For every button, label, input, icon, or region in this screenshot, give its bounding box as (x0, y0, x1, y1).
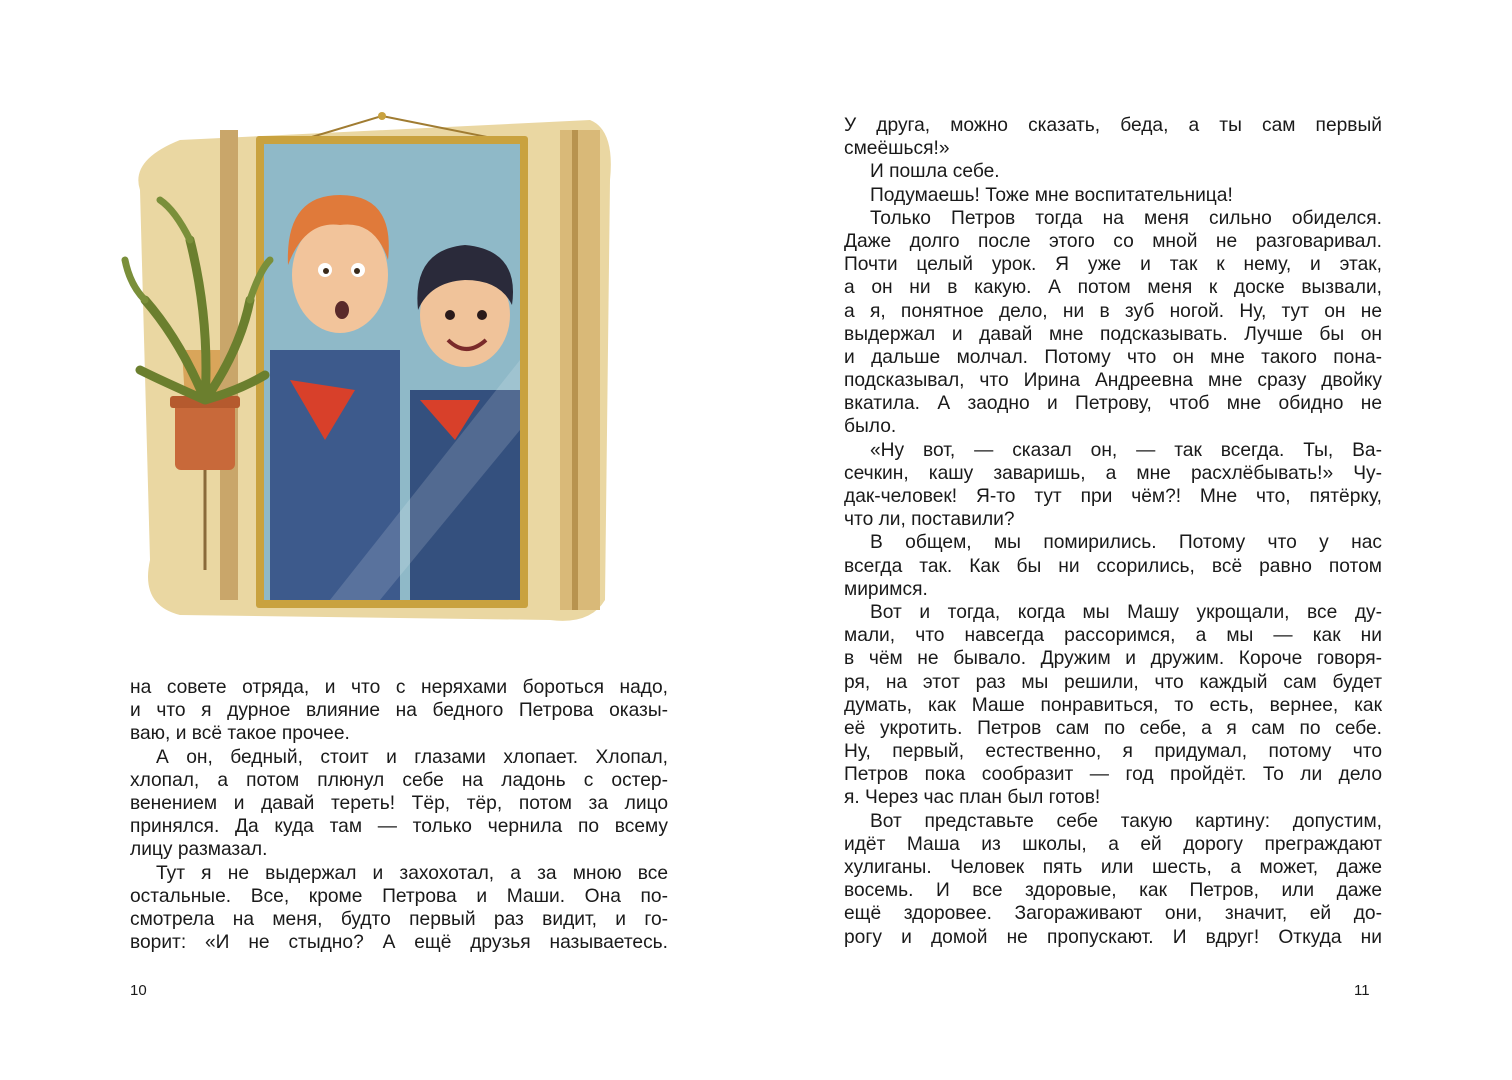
text-line: смотрела на меня, будто первый раз видит, и го- (130, 908, 668, 930)
text-line: И пошла себе. (870, 161, 1000, 183)
text-line: сечкин, кашу заваришь, а мне расхлёбывать!» Чу- (844, 462, 1382, 484)
text-line: ваю, и всё такое прочее. (130, 723, 350, 745)
right-page (756, 0, 1512, 1080)
text-line: вкатила. А заодно и Петрову, чтоб мне обидно не (844, 393, 1382, 415)
text-line: венением и давай тереть! Тёр, тёр, потом за лицо (130, 792, 668, 814)
text-line: было. (844, 416, 897, 438)
text-line: хлопал, а потом плюнул себе на ладонь с остер- (130, 769, 668, 791)
text-line: Почти целый урок. Я уже и так к нему, и этак, (844, 254, 1382, 276)
book-illustration (120, 100, 620, 630)
text-line: что ли, поставили? (844, 509, 1015, 531)
text-line: ворит: «И не стыдно? А ещё друзья называетесь. (130, 932, 668, 954)
nail (378, 112, 386, 120)
text-line: рогу и домой не пропускают. И вдруг! Откуда ни (844, 926, 1382, 948)
text-line: Вот представьте себе такую картину: допустим, (870, 810, 1382, 832)
left-page-text (130, 676, 668, 954)
text-line: дак-человек! Я-то тут при чём?! Мне что, пятёрку, (844, 486, 1382, 507)
door-frame (560, 130, 600, 610)
text-line: выдержал и давай мне подсказывать. Лучше бы он (844, 323, 1382, 345)
text-line: смеёшься!» (844, 138, 950, 160)
right-page-text (844, 114, 1382, 949)
text-line: А он, бедный, стоит и глазами хлопает. Хлопал, (156, 746, 668, 768)
text-line: подсказывал, что Ирина Андреевна мне сразу двойку (844, 370, 1382, 392)
text-line: я. Через час план был готов! (844, 787, 1101, 809)
text-line: ещё здоровее. Загораживают они, значит, ей до- (844, 903, 1382, 925)
text-line: миримся. (844, 578, 928, 600)
text-line: Тут я не выдержал и захохотал, а за мною все (156, 862, 668, 884)
text-line: а я, понятное дело, ни в зуб ногой. Ну, тут он не (844, 300, 1382, 322)
text-line: Ну, первый, естественно, я придумал, потому что (844, 741, 1382, 763)
text-line: Даже долго после этого со мной не разговаривал. (844, 230, 1382, 252)
text-line: «Ну вот, — сказал он, — так всегда. Ты, Ва- (870, 439, 1382, 461)
text-line: думать, как Маше понравиться, то есть, вернее, как (844, 694, 1382, 716)
text-line: её укротить. Петров сам по себе, а я сам по себе. (844, 717, 1382, 739)
text-line: в чём не бывало. Дружим и дружим. Короче говоря- (844, 648, 1382, 670)
text-line: Вот и тогда, когда мы Машу укрощали, все ду- (870, 601, 1382, 623)
text-line: всегда так. Как бы ни ссорились, всё равно потом (844, 555, 1382, 577)
text-line: Подумаешь! Тоже мне воспитательница! (870, 184, 1233, 206)
flower-pot (175, 400, 235, 470)
text-line: ря, на этот раз мы решили, что каждый сам будет (844, 671, 1382, 693)
text-line: принялся. Да куда там — только чернила по всему (130, 816, 668, 838)
text-line: У друга, можно сказать, беда, а ты сам первый (844, 115, 1382, 136)
text-line: Петров пока сообразит — год пройдёт. То ли дело (844, 764, 1382, 786)
text-line: и что я дурное влияние на бедного Петрова оказы- (130, 700, 668, 722)
text-line: а он ни в какую. А потом меня к доске вызвали, (844, 277, 1382, 299)
text-line: на совете отряда, и что с неряхами бороться надо, (130, 677, 668, 698)
page-number-left: 10 (130, 982, 147, 999)
page-number-right: 11 (1354, 982, 1370, 999)
text-line: В общем, мы помирились. Потому что у нас (870, 532, 1382, 554)
text-line: восемь. И все здоровые, как Петров, или даже (844, 880, 1382, 902)
text-line: остальные. Все, кроме Петрова и Маши. Она по- (130, 885, 668, 907)
text-line: мали, что навсегда рассоримся, а мы — как ни (844, 625, 1382, 647)
text-line: и дальше молчал. Потому что он мне такого пона- (844, 346, 1382, 368)
text-line: Только Петров тогда на меня сильно обиделся. (870, 207, 1382, 229)
text-line: хулиганы. Человек пять или шесть, а может, даже (844, 857, 1382, 878)
text-line: идёт Маша из школы, а ей дорогу преграждают (844, 833, 1382, 855)
text-line: лицу размазал. (130, 839, 268, 861)
